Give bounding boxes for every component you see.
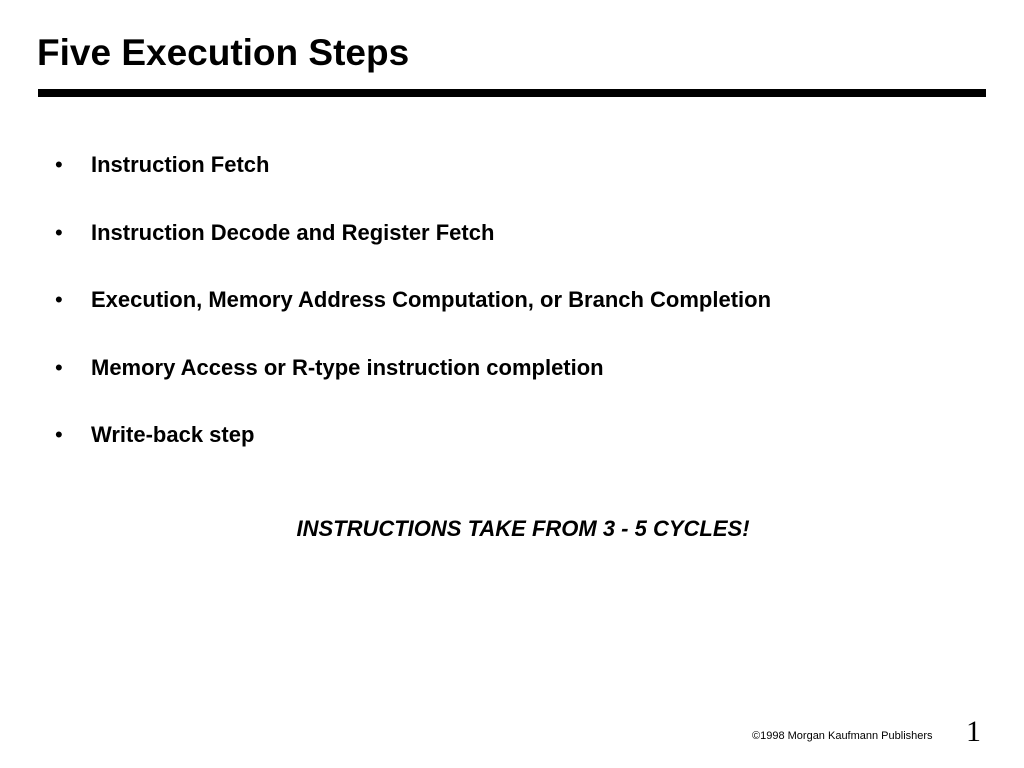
emphasis-text: INSTRUCTIONS TAKE FROM 3 - 5 CYCLES! bbox=[296, 516, 750, 541]
bullet-text: Write-back step bbox=[91, 422, 255, 447]
bullet-text: Instruction Decode and Register Fetch bbox=[91, 219, 495, 245]
page-number: 1 bbox=[966, 715, 981, 748]
bullet-text: Instruction Fetch bbox=[91, 152, 270, 177]
copyright-footer: ©1998 Morgan Kaufmann Publishers bbox=[752, 730, 933, 742]
bullet-icon: • bbox=[55, 422, 63, 447]
bullet-text: Memory Access or R-type instruction completion bbox=[91, 354, 604, 380]
bullet-icon: • bbox=[55, 219, 63, 245]
bullet-icon: • bbox=[55, 354, 63, 380]
title-divider bbox=[38, 89, 986, 97]
slide-title: Five Execution Steps bbox=[37, 32, 410, 73]
bullet-icon: • bbox=[55, 152, 63, 177]
bullet-text: Execution, Memory Address Computation, or Branch Completion bbox=[91, 287, 772, 312]
bullet-icon: • bbox=[55, 287, 63, 312]
